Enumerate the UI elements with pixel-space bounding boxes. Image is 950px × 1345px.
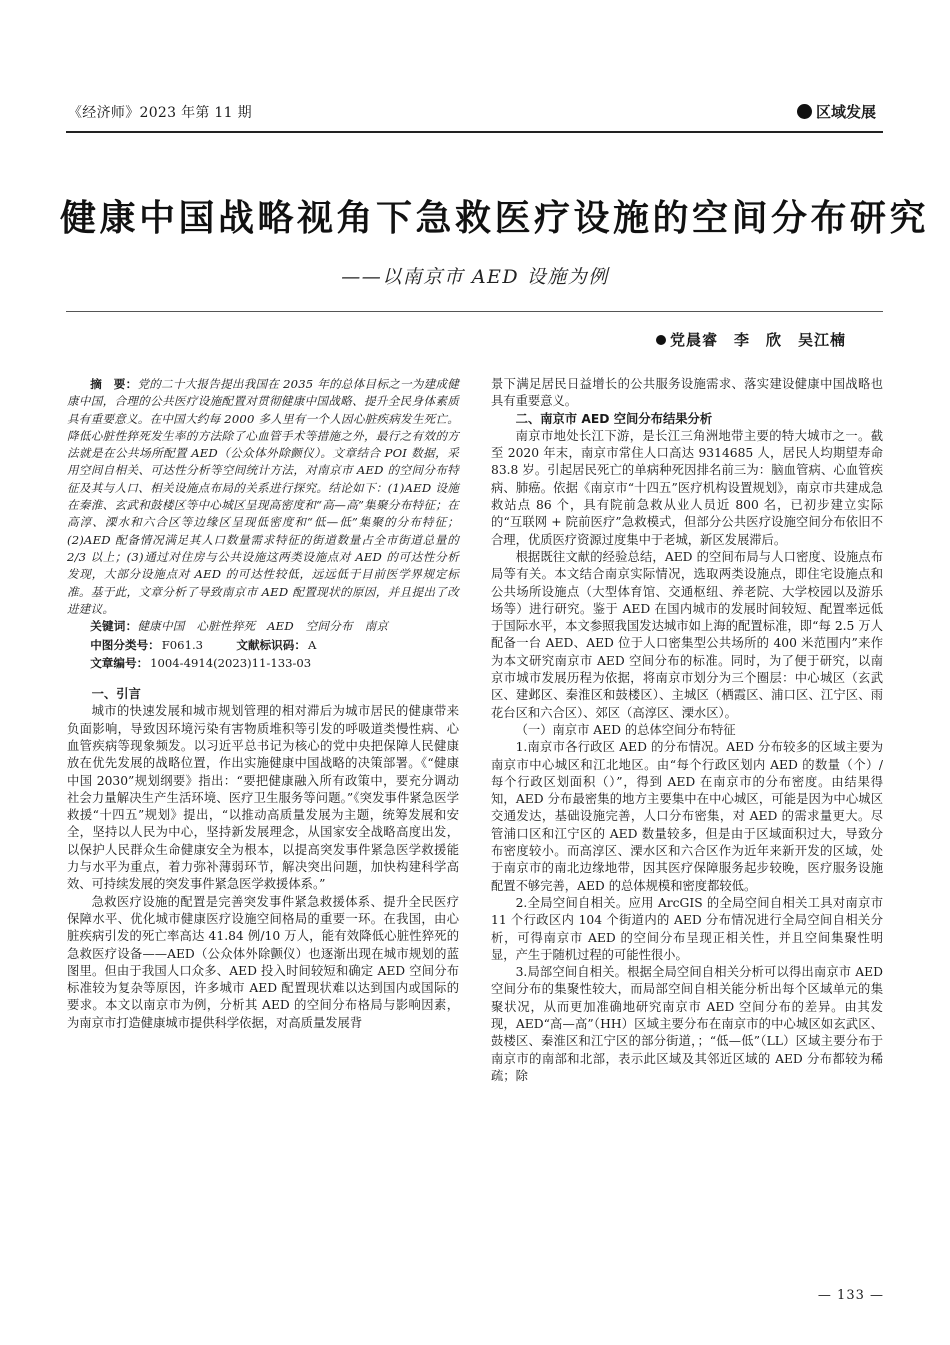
classification-line	[67, 637, 459, 654]
section2-paragraph-2: 根据既往文献的经验总结，AED 的空间布局与人口密度、设施点布局等有关。本文结合南京实际情况，选取两类设施点，即住宅设施点和公共场所设施点（大型体育馆、交通枢纽、养老院、大学校园以及游乐场等）进行研究。鉴于 AED 在国内城市的发展时间较短、配置率远低于国际水平，本文参照我国发达城市如上海的配置标准，即“每 2.5 万人配备一台 AED、AED 位于人口密集型公共场所的 400 米范围内”来作为本文研究南京市 AED 空间分布的标准。同时，为了便于研究，以南京市城市发展历程为依据，将南京市划分为三个圈层：中心城区（玄武区、建邺区、秦淮区和鼓楼区）、主城区（栖霞区、浦口区、江宁区、雨花台区和六合区）、郊区（高淳区、溧水区）。	[491, 549, 883, 720]
bullet-icon	[656, 335, 666, 345]
doc-code-value: A	[307, 638, 317, 653]
intro-paragraph-2: 急救医疗设施的配置是完善突发事件紧急救援体系、提升全民医疗保障水平、优化城市健康医疗设施空间格局的重要一环。在我国，由心脏疾病引发的死亡率高达 41.84 例/10 万人，能有效降低心脏性猝死的急救医疗设备——AED（公众体外除颤仪）也逐渐出现在城市规划的蓝图里。但由于我国人口众多、AED 投入时间较短和确定 AED 空间分布标准较为复杂等原因，许多城市 AED 配置现状难以达到国内或国际的要求。本文以南京市为例，分析其 AED 的空间分布格局与影响因素，为南京市打造健康城市提供科学依据，对高质量发展背	[67, 894, 459, 1030]
section2-heading: 二、南京市 AED 空间分布结果分析	[515, 411, 713, 426]
clc-label: 中图分类号：	[90, 638, 160, 653]
abstract	[67, 376, 459, 618]
author-line	[656, 329, 846, 350]
journal-issue: 《经济师》2023 年第 11 期	[68, 105, 252, 121]
keywords	[67, 618, 459, 635]
continued-paragraph: 景下满足居民日益增长的公共服务设施需求、落实建设健康中国战略也具有重要意义。	[491, 377, 883, 409]
abstract-text: 党的二十大报告提出我国在 2035 年的总体目标之一为建成健康中国，合理的公共医疗设施配置对贯彻健康中国战略、提升全民身体素质具有重要意义。在中国大约每 2000 多人里有一个人因心脏疾病发生死亡。降低心脏性猝死发生率的方法除了心血管手术等措施之外，最行之有效的方法就是在公共场所配置 AED（公众体外除颤仪）。文章结合 POI 数据，采用空间自相关、可达性分析等空间统计方法，对南京市 AED 的空间分布特征及其与人口、相关设施点布局的关系进行探究。结论如下：(1)AED 设施在秦淮、玄武和鼓楼区等中心城区呈现高密度和“高—高”集聚分布特征；在高淳、溧水和六合区等边缘区呈现低密度和“低—低”集聚的分布特征；(2)AED 配备情况满足其人口数量需求特征的街道数量占全市街道总量的 2/3 以上；(3)通过对住房与公共设施这两类设施点对 AED 的可达性分析发现，大部分设施点对 AED 的可达性较低，远远低于目前医学界规定标准。基于此，文章分析了导致南京市 AED 配置现状的原因，并且提出了改进建议。	[67, 377, 459, 616]
article-subtitle: ——以南京市 AED 设施为例	[341, 266, 609, 288]
left-column	[67, 376, 459, 1032]
bullet-icon	[797, 104, 812, 119]
article-id-value: 1004-4914(2023)11-133-03	[150, 655, 312, 670]
keywords-label: 关键词：	[90, 619, 138, 634]
title-rule	[66, 311, 883, 312]
section2-paragraph-1: 南京市地处长江下游，是长江三角洲地带主要的特大城市之一。截至 2020 年末，南京市常住人口高达 9314685 人，居民人均期望寿命 83.8 岁。引起居民死亡的单病种死因排名前三为：脑血管病、心血管疾病、肺癌。依据《南京市“十四五”医疗机构设置规划》，南京市共建成急救站点 86 个，具有院前急救从业人员近 800 名，已初步建立实际的“互联网 + 院前医疗”急救模式，但部分公共医疗设施空间分布依旧不合理，优质医疗资源过度集中于老城，新区发展滞后。	[491, 428, 883, 547]
section-label: 区域发展	[815, 103, 876, 121]
right-column	[491, 376, 883, 1085]
intro-heading: 一、引言	[91, 687, 141, 702]
article-id-line	[67, 655, 459, 672]
article-id-label: 文章编号：	[90, 655, 149, 670]
article-title: 健康中国战略视角下急救医疗设施的空间分布研究	[60, 198, 930, 239]
subsection1-paragraph-1: 1.南京市各行政区 AED 的分布情况。AED 分布较多的区域主要为南京市中心城区和江北地区。由“每个行政区划内 AED 的数量（个）/ 每个行政区划面积（）”，得到 AED 在南京市的分布密度。由结果得知，AED 分布最密集的地方主要集中在中心城区，可能是因为中心城区交通发达，基础设施完善，人口分布密集，对 AED 的需求量更大。尽管浦口区和江宁区的 AED 数量较多，但是由于区域面积过大，导致分布密度较小。而高淳区、溧水区和六合区作为近年来新开发的区域，处于南京市的南北边缘地带，因其医疗保障服务起步较晚，医疗服务设施配置不够完善，AED 的总体规模和密度都较低。	[491, 740, 883, 893]
header-rule	[66, 131, 883, 133]
authors: 党晨睿 李 欣 吴江楠	[669, 331, 846, 349]
clc-value: F061.3	[161, 638, 204, 653]
subsection1-heading: （一）南京市 AED 的总体空间分布特征	[515, 722, 736, 737]
keywords-text: 健康中国 心脏性猝死 AED 空间分布 南京	[137, 619, 389, 634]
subsection1-paragraph-3: 3.局部空间自相关。根据全局空间自相关分析可以得出南京市 AED 空间分布的集聚性较大，而局部空间自相关能分析出每个区域单元的集聚状况，从而更加准确地研究南京市 AED 空间分布的差异。由其发现，AED“高—高”（HH）区域主要分布在南京市的中心城区如玄武区、鼓楼区、秦淮区和江宁区的部分街道，；“低—低”（LL）区域主要分布于南京市的南部和北部，表示此区域及其邻近区域的 AED 分布都较为稀疏；除	[491, 965, 883, 1083]
subsection1-paragraph-2: 2.全局空间自相关。应用 ArcGIS 的全局空间自相关工具对南京市 11 个行政区内 104 个街道内的 AED 分布情况进行全局空间自相关分析，可得南京市 AED 的空间分布呈现正相关性，并且空间集聚性明显，产生于随机过程的可能性很小。	[491, 895, 883, 962]
doc-code-label: 文献标识码：	[236, 638, 306, 653]
page-number: — 133 —	[817, 1288, 884, 1303]
intro-paragraph-1: 城市的快速发展和城市规划管理的相对滞后为城市居民的健康带来负面影响，导致因环境污染有害物质堆积等引发的呼吸道类慢性病、心血管疾病等现象频发。以习近平总书记为核心的党中央把保障人民健康放在优先发展的战略位置，作出实施健康中国战略的决策部署。《“健康中国 2030”规划纲要》指出：“要把健康融入所有政策中，要充分调动社会力量解决生产生活环境、医疗卫生服务等问题。”《突发事件紧急医学救援“十四五”规划》提出，“以推动高质量发展为主题，统筹发展和安全，坚持以人民为中心，坚持新发展理念，从国家安全战略高度出发，以保护人民群众生命健康安全为根本，以提高突发事件紧急医学救援能力与水平为重点，着力弥补薄弱环节，解决突出问题，加快构建科学高效、可持续发展的突发事件紧急医学救援体系。”	[67, 704, 459, 892]
abstract-label: 摘 要：	[90, 377, 138, 391]
section-tag	[797, 101, 876, 122]
